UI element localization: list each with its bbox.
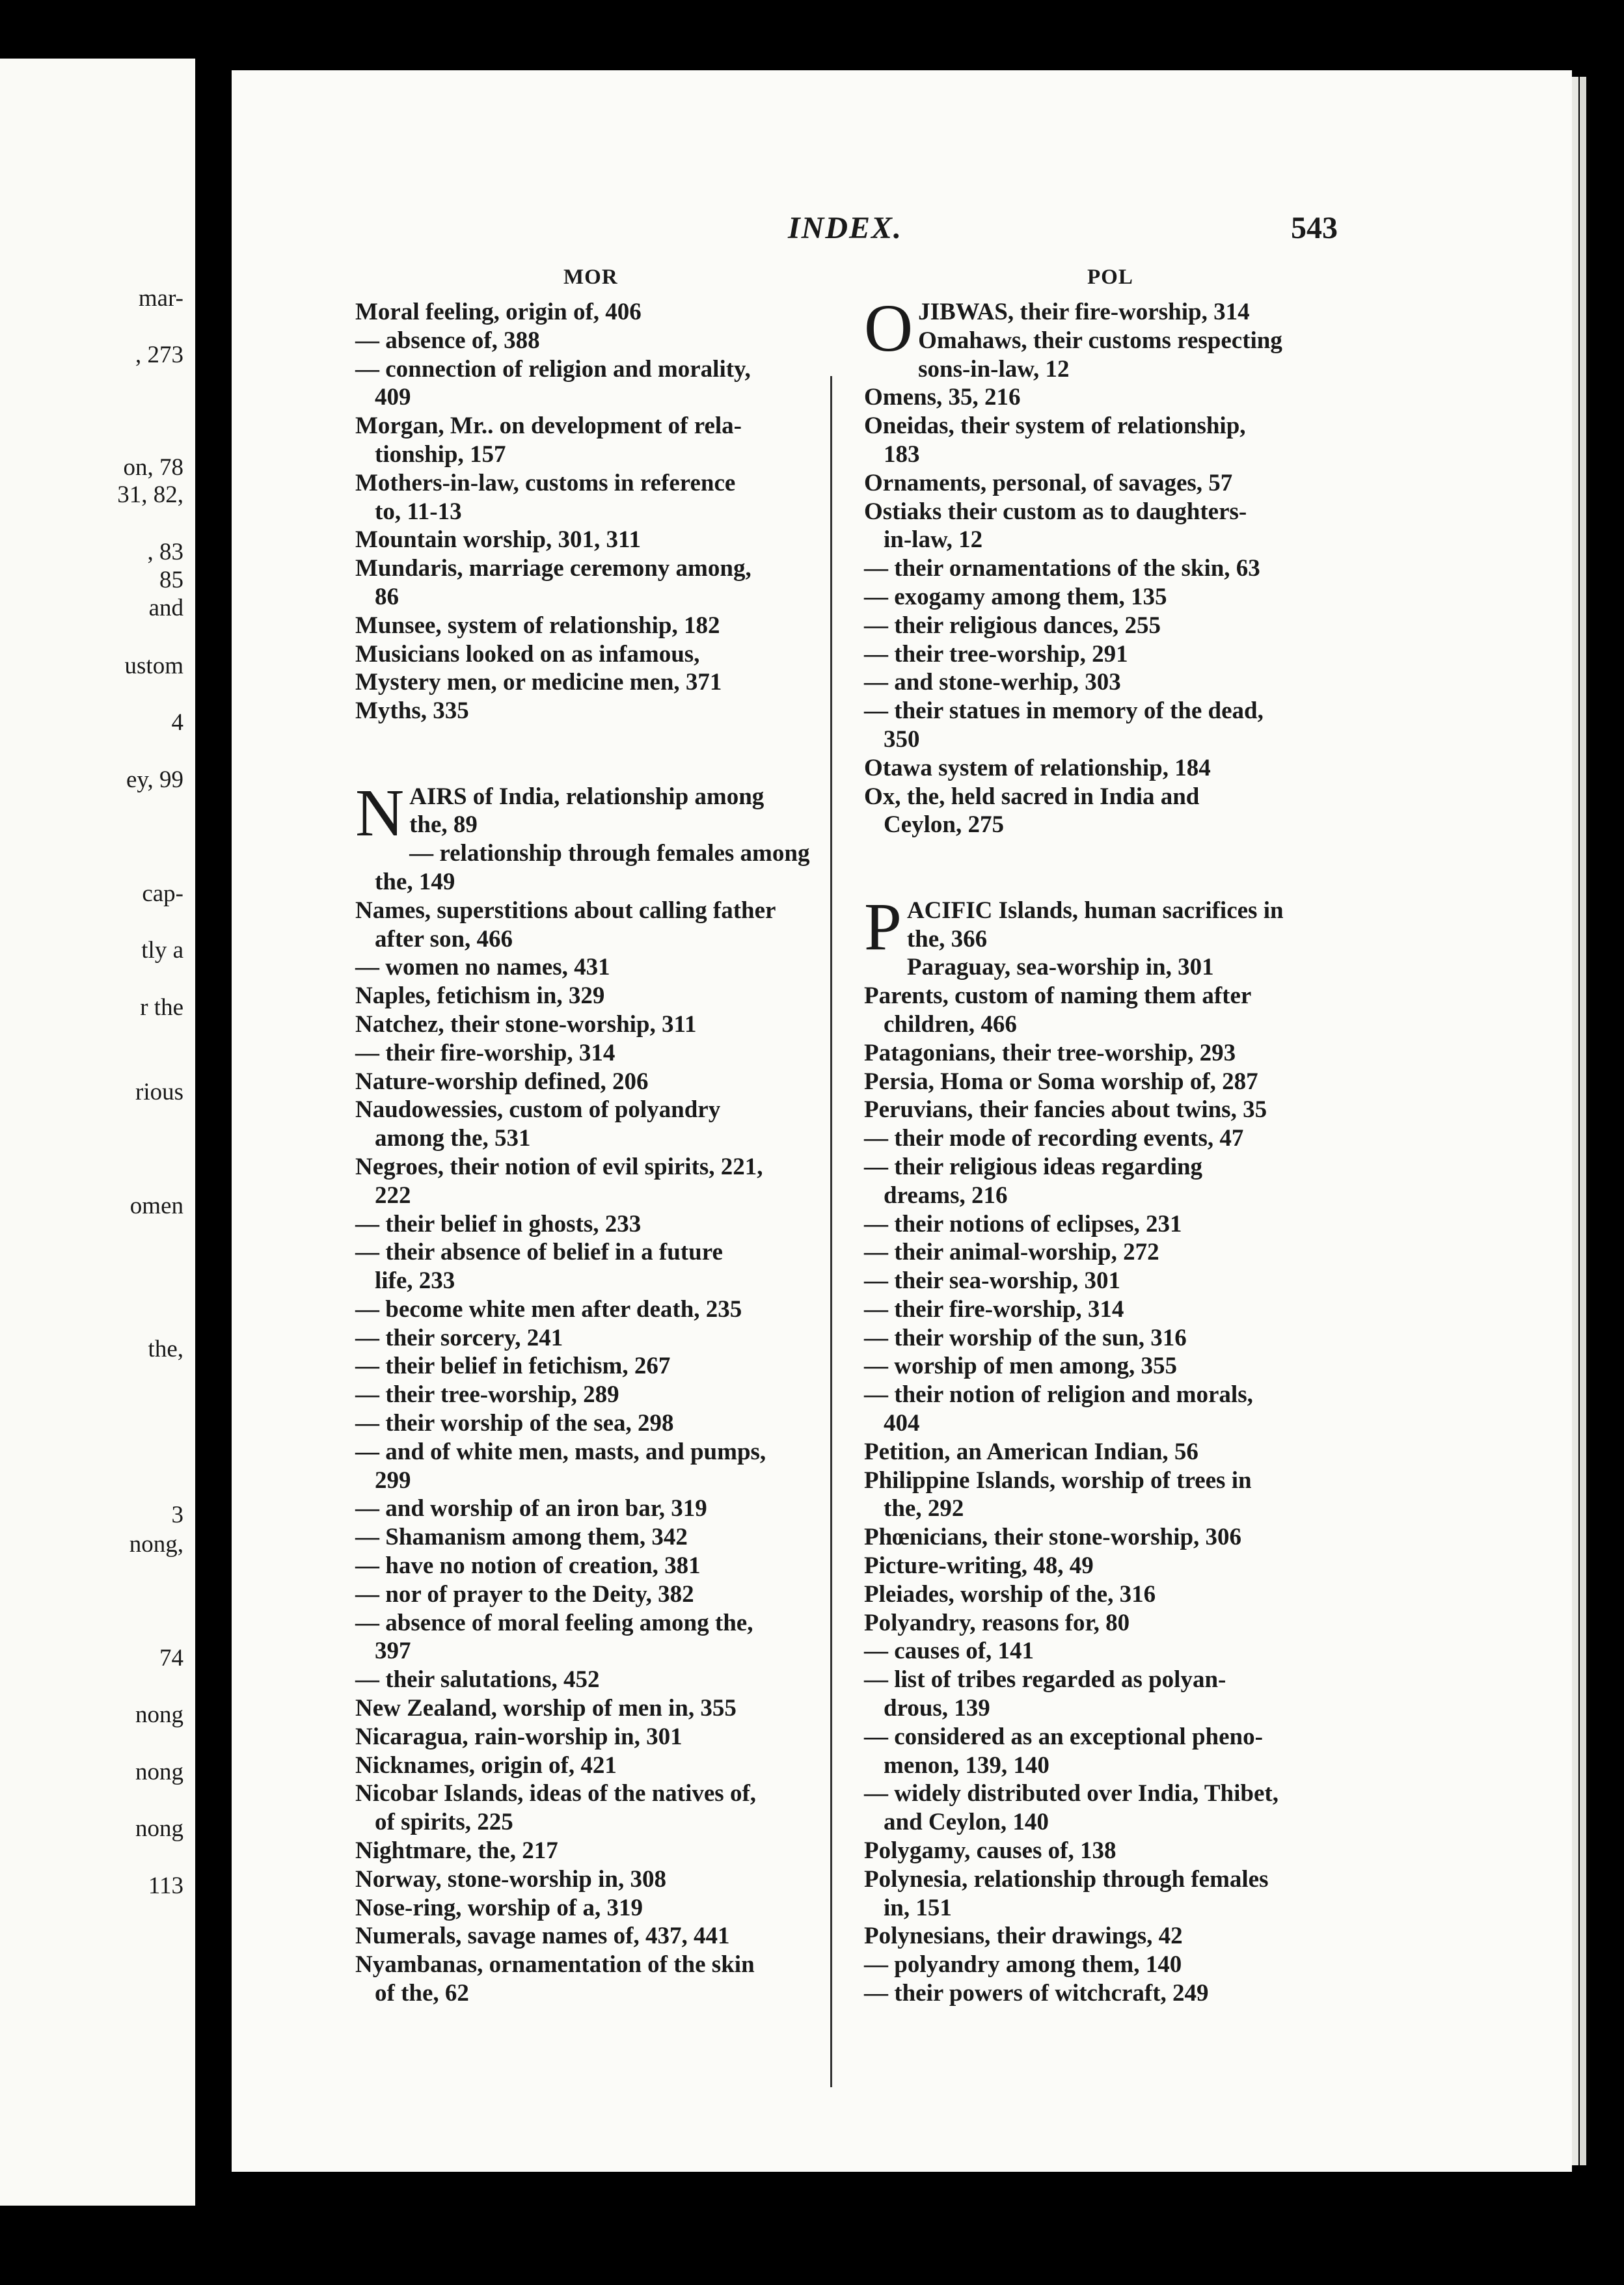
index-entry — [355, 1295, 819, 1324]
index-entry-line: — their religious ideas regarding — [864, 1153, 1203, 1180]
index-entry-line: Nightmare, the, 217 — [355, 1837, 558, 1865]
left-page-fragment-text: 85 — [159, 567, 183, 593]
index-entry — [355, 1352, 819, 1381]
index-entry-continuation: sons-in-law, 12 — [918, 355, 1070, 383]
index-entry — [864, 1666, 1323, 1723]
index-entry-line: — their worship of the sun, 316 — [864, 1324, 1187, 1351]
column-divider — [830, 376, 832, 2087]
index-entry — [864, 412, 1323, 469]
index-entry-continuation: in-law, 12 — [884, 526, 983, 554]
index-entry — [864, 754, 1323, 783]
index-entry-continuation: children, 466 — [884, 1010, 1017, 1038]
index-entry-line: Otawa system of relationship, 184 — [864, 754, 1211, 781]
left-page-fragment-text: r the — [140, 994, 183, 1021]
index-entry — [864, 668, 1323, 697]
page-number: 543 — [1291, 211, 1338, 245]
index-entry-line: JIBWAS, their fire-worship, 314 — [918, 299, 1250, 325]
index-entry — [864, 498, 1323, 555]
index-entry-continuation: menon, 139, 140 — [884, 1751, 1049, 1779]
index-entry-line: Musicians looked on as infamous, — [355, 640, 700, 668]
index-entry — [864, 554, 1323, 583]
index-entry — [355, 1324, 819, 1353]
index-entry-line: Mountain worship, 301, 311 — [355, 526, 641, 554]
index-entry — [355, 1694, 819, 1723]
index-entry-line: — Shamanism among them, 342 — [355, 1524, 688, 1551]
right-column — [864, 291, 1323, 2008]
left-page-fragment-text: 4 — [171, 709, 183, 736]
drop-cap-letter: O — [864, 291, 914, 366]
index-entry-line: AIRS of India, relationship among — [409, 783, 765, 810]
index-entry — [864, 1381, 1323, 1438]
drop-cap-letter: N — [355, 775, 405, 850]
index-entry-line: Myths, 335 — [355, 697, 469, 725]
index-entry — [864, 1039, 1323, 1068]
index-entry-line: Ostiaks their custom as to daughters- — [864, 498, 1247, 525]
left-page-fragment-text: omen — [129, 1193, 183, 1219]
left-page-fragment-text: 113 — [148, 1873, 183, 1899]
left-page-fragment-text: nong, — [129, 1531, 183, 1558]
index-entry-line: — their powers of witchcraft, 249 — [864, 1980, 1209, 2007]
index-entry-continuation: the, 292 — [884, 1495, 964, 1522]
left-page-fragment-text: , 273 — [135, 342, 183, 368]
index-entry-line: — exogamy among them, 135 — [864, 583, 1167, 610]
index-entry — [355, 1010, 819, 1039]
index-entry — [864, 1267, 1323, 1295]
index-entry — [355, 355, 819, 412]
left-page-fragment-text: mar- — [138, 285, 183, 312]
index-entry — [355, 953, 819, 982]
index-entry-line: Patagonians, their tree-worship, 293 — [864, 1039, 1236, 1066]
index-entry-line: — their ornamentations of the skin, 63 — [864, 555, 1260, 582]
index-entry — [864, 1637, 1323, 1666]
index-section — [355, 775, 819, 2008]
index-entry-line: — their tree-worship, 289 — [355, 1381, 619, 1409]
index-entry-line: — their sorcery, 241 — [355, 1324, 563, 1351]
index-entry-line: New Zealand, worship of men in, 355 — [355, 1695, 737, 1722]
left-page-fragment-text: the, — [148, 1336, 183, 1362]
index-entry-line: — their statues in memory of the dead, — [864, 697, 1264, 725]
index-entry — [864, 1068, 1323, 1096]
index-entry-continuation: and Ceylon, 140 — [884, 1809, 1049, 1836]
index-entry — [355, 1153, 819, 1210]
index-entry — [355, 298, 819, 327]
index-entry-continuation: among the, 531 — [375, 1125, 531, 1152]
index-entry-line: Nicknames, origin of, 421 — [355, 1751, 617, 1779]
index-entry-line: — and of white men, masts, and pumps, — [355, 1438, 766, 1465]
index-entry-continuation: to, 11-13 — [375, 498, 462, 525]
index-entry — [355, 1494, 819, 1523]
index-entry — [864, 298, 1323, 327]
page-title: INDEX. — [788, 211, 903, 245]
index-entry-line: Persia, Homa or Soma worship of, 287 — [864, 1068, 1258, 1095]
index-entry — [864, 1523, 1323, 1552]
index-entry — [864, 1723, 1323, 1780]
index-entry — [864, 697, 1323, 754]
left-column — [355, 298, 819, 2008]
index-entry — [355, 1039, 819, 1068]
left-page-fragment-text: , 83 — [147, 539, 183, 565]
index-entry-line: — their sea-worship, 301 — [864, 1267, 1120, 1295]
index-entry-line: — their absence of belief in a future — [355, 1239, 723, 1266]
left-page-fragment-text: on, 78 — [123, 454, 183, 481]
index-entry — [864, 1238, 1323, 1267]
left-page-fragment-text: ey, 99 — [126, 766, 183, 793]
index-entry-continuation: drous, 139 — [884, 1695, 990, 1722]
index-entry-line: — and stone-werhip, 303 — [864, 669, 1121, 696]
index-entry — [355, 1238, 819, 1295]
index-entry — [864, 982, 1323, 1039]
index-entry-line: — nor of prayer to the Deity, 382 — [355, 1580, 694, 1608]
index-entry-line: — polyandry among them, 140 — [864, 1951, 1182, 1979]
left-page-fragment-text: nong — [135, 1759, 183, 1785]
index-entry — [864, 783, 1323, 840]
index-entry — [864, 1295, 1323, 1324]
index-page — [232, 70, 1572, 2172]
index-entry-continuation: the, 149 — [375, 868, 455, 895]
left-column-head: MOR — [563, 265, 618, 289]
index-entry-line: — absence of, 388 — [355, 327, 540, 354]
left-page-fragment-text: nong — [135, 1815, 183, 1842]
index-entry-line: — their notion of religion and morals, — [864, 1381, 1253, 1409]
right-column-head: POL — [1087, 265, 1133, 289]
index-entry-line: — widely distributed over India, Thibet, — [864, 1780, 1279, 1807]
index-entry — [864, 1609, 1323, 1638]
index-entry — [864, 1837, 1323, 1865]
index-entry-line: — their fire-worship, 314 — [355, 1039, 616, 1066]
index-entry-line: — become white men after death, 235 — [355, 1295, 742, 1323]
index-entry-continuation: 222 — [375, 1182, 411, 1209]
page-header — [232, 210, 1572, 249]
index-entry-line: — relationship through females among — [409, 840, 810, 867]
index-entry — [864, 1153, 1323, 1210]
index-entry — [864, 1552, 1323, 1580]
index-entry-line: Picture-writing, 48, 49 — [864, 1552, 1094, 1580]
index-entry-line: Peruvians, their fancies about twins, 35 — [864, 1096, 1267, 1124]
index-entry-continuation: 183 — [884, 440, 920, 468]
section-gap — [355, 725, 819, 783]
index-entry-line: Petition, an American Indian, 56 — [864, 1438, 1198, 1465]
index-entry-line: — list of tribes regarded as polyan- — [864, 1666, 1226, 1694]
index-entry — [355, 1666, 819, 1694]
index-entry-line: — connection of religion and morality, — [355, 355, 751, 383]
index-entry-line: Nose-ring, worship of a, 319 — [355, 1894, 643, 1921]
index-entry-line: — their salutations, 452 — [355, 1666, 600, 1694]
index-entry-line: — absence of moral feeling among the, — [355, 1609, 753, 1636]
index-entry-line: Norway, stone-worship in, 308 — [355, 1865, 666, 1893]
index-entry-line: Polynesians, their drawings, 42 — [864, 1923, 1183, 1950]
index-entry — [355, 526, 819, 554]
index-entry-line: Polynesia, relationship through females — [864, 1865, 1269, 1893]
index-entry-line: Nicobar Islands, ideas of the natives of, — [355, 1780, 757, 1807]
index-entry — [864, 612, 1323, 640]
index-entry — [355, 554, 819, 612]
left-page-fragment-text: ustom — [124, 653, 183, 679]
index-entry-line: Omahaws, their customs respecting — [918, 327, 1282, 354]
index-entry — [355, 1210, 819, 1239]
index-entry-continuation: in, 151 — [884, 1894, 952, 1921]
index-entry-continuation: dreams, 216 — [884, 1182, 1008, 1209]
index-entry — [355, 839, 819, 897]
index-entry — [355, 897, 819, 954]
index-entry — [355, 469, 819, 526]
index-entry-line: Polyandry, reasons for, 80 — [864, 1609, 1130, 1636]
index-entry — [355, 412, 819, 469]
index-entry — [355, 775, 819, 850]
left-page-fragment-text: tly a — [141, 937, 183, 964]
index-entry — [864, 1210, 1323, 1239]
index-entry-continuation: Ceylon, 275 — [884, 811, 1004, 839]
index-section — [864, 889, 1323, 2008]
section-gap — [864, 839, 1323, 897]
index-entry — [355, 1837, 819, 1865]
left-page-fragment — [0, 59, 195, 2206]
index-entry-line: Nature-worship defined, 206 — [355, 1068, 649, 1095]
left-page-fragment-text: 3 — [171, 1502, 183, 1528]
page-edge — [1580, 77, 1586, 2165]
index-entry — [355, 1552, 819, 1580]
index-entry-line: Naples, fetichism in, 329 — [355, 982, 605, 1010]
index-entry — [355, 982, 819, 1010]
index-entry — [864, 1352, 1323, 1381]
index-entry — [355, 1779, 819, 1837]
index-entry-line: Philippine Islands, worship of trees in — [864, 1467, 1252, 1494]
index-entry-line: — their worship of the sea, 298 — [355, 1410, 674, 1437]
index-entry — [864, 1979, 1323, 2008]
index-entry — [864, 1922, 1323, 1951]
index-entry-continuation: after son, 466 — [375, 925, 513, 953]
index-entry — [864, 889, 1323, 964]
index-entry — [864, 1779, 1323, 1837]
index-entry-line: — causes of, 141 — [864, 1638, 1035, 1665]
index-entry-continuation: the, 366 — [906, 925, 988, 953]
index-entry — [864, 1096, 1323, 1124]
index-entry — [864, 1951, 1323, 1979]
index-entry-line: — their animal-worship, 272 — [864, 1239, 1159, 1266]
index-entry — [864, 1580, 1323, 1609]
index-entry — [864, 383, 1323, 412]
left-page-fragment-text: 31, 82, — [117, 481, 183, 508]
index-entry — [355, 1894, 819, 1923]
index-entry-line: — considered as an exceptional pheno- — [864, 1723, 1263, 1750]
index-entry — [355, 1723, 819, 1751]
index-entry — [355, 1580, 819, 1609]
index-entry — [355, 1922, 819, 1951]
index-entry-line: — their fire-worship, 314 — [864, 1295, 1124, 1323]
index-entry-line: Nyambanas, ornamentation of the skin — [355, 1951, 755, 1979]
index-entry-line: — and worship of an iron bar, 319 — [355, 1495, 707, 1522]
index-entry-continuation: 397 — [375, 1638, 411, 1665]
index-entry — [355, 1068, 819, 1096]
index-entry-line: Nicaragua, rain-worship in, 301 — [355, 1723, 683, 1750]
index-entry — [864, 1467, 1323, 1524]
index-entry-line: Naudowessies, custom of polyandry — [355, 1096, 721, 1124]
index-entry — [864, 1865, 1323, 1923]
index-entry — [355, 697, 819, 725]
index-entry-continuation: of the, 62 — [375, 1980, 469, 2007]
index-entry-line: Munsee, system of relationship, 182 — [355, 612, 720, 639]
index-entry-line: Mundaris, marriage ceremony among, — [355, 555, 751, 582]
index-entry-line: — their belief in ghosts, 233 — [355, 1210, 642, 1237]
index-entry — [864, 469, 1323, 498]
left-page-fragment-text: nong — [135, 1701, 183, 1728]
index-entry-line: Omens, 35, 216 — [864, 384, 1021, 411]
index-entry — [355, 1381, 819, 1409]
index-entry-continuation: tionship, 157 — [375, 440, 506, 468]
index-entry-continuation: of spirits, 225 — [375, 1809, 513, 1836]
left-page-fragment-text: rious — [135, 1079, 183, 1105]
index-entry-line: Polygamy, causes of, 138 — [864, 1837, 1116, 1865]
index-entry — [355, 640, 819, 669]
index-entry-line: Moral feeling, origin of, 406 — [355, 299, 642, 325]
index-entry — [864, 327, 1323, 384]
index-entry — [355, 1609, 819, 1666]
index-entry-line: — their tree-worship, 291 — [864, 640, 1128, 668]
index-entry — [864, 1438, 1323, 1467]
index-entry — [864, 953, 1323, 982]
index-entry — [355, 1751, 819, 1780]
index-entry-continuation: the, 89 — [409, 811, 478, 839]
index-entry-line: — have no notion of creation, 381 — [355, 1552, 701, 1580]
index-entry — [355, 1096, 819, 1153]
index-entry-line: Names, superstitions about calling father — [355, 897, 776, 924]
left-page-fragment-text: 74 — [159, 1645, 183, 1671]
index-entry — [864, 1124, 1323, 1153]
index-entry-line: Pleiades, worship of the, 316 — [864, 1580, 1156, 1608]
index-entry-line: Paraguay, sea-worship in, 301 — [906, 954, 1214, 981]
index-entry-continuation: 350 — [884, 725, 920, 753]
index-entry — [355, 1523, 819, 1552]
index-entry-line: Mystery men, or medicine men, 371 — [355, 669, 722, 696]
index-entry — [355, 1865, 819, 1894]
index-entry-line: Oneidas, their system of relationship, — [864, 412, 1246, 440]
index-entry-line: Ox, the, held sacred in India and — [864, 783, 1200, 810]
index-entry — [355, 1951, 819, 2008]
index-entry — [355, 1438, 819, 1495]
index-entry — [355, 668, 819, 697]
index-entry-line: Numerals, savage names of, 437, 441 — [355, 1923, 730, 1950]
index-entry — [864, 583, 1323, 612]
index-entry-continuation: 409 — [375, 384, 411, 411]
page-edge — [1572, 77, 1578, 2165]
index-section — [864, 291, 1323, 839]
index-entry-line: Ornaments, personal, of savages, 57 — [864, 469, 1233, 496]
index-entry — [355, 327, 819, 355]
index-entry-continuation: 404 — [884, 1410, 920, 1437]
index-entry-line: — their belief in fetichism, 267 — [355, 1353, 671, 1380]
index-entry-line: ACIFIC Islands, human sacrifices in — [906, 897, 1284, 924]
index-entry-line: Mothers-in-law, customs in reference — [355, 469, 736, 496]
index-entry — [864, 640, 1323, 669]
index-entry-continuation: life, 233 — [375, 1267, 455, 1295]
left-page-fragment-text: cap- — [142, 880, 183, 907]
index-entry-continuation: 86 — [375, 583, 399, 610]
index-entry-line: Phœnicians, their stone-worship, 306 — [864, 1524, 1242, 1551]
index-entry — [864, 1324, 1323, 1353]
drop-cap-letter: P — [864, 889, 902, 964]
index-entry — [355, 612, 819, 640]
index-entry-line: Natchez, their stone-worship, 311 — [355, 1010, 697, 1038]
index-entry-line: Negroes, their notion of evil spirits, 221, — [355, 1153, 763, 1180]
index-entry-line: Morgan, Mr.. on development of rela- — [355, 412, 742, 440]
index-entry-line: — their mode of recording events, 47 — [864, 1125, 1244, 1152]
index-entry-line: Parents, custom of naming them after — [864, 982, 1252, 1010]
index-entry-line: — their religious dances, 255 — [864, 612, 1161, 639]
index-entry-line: — their notions of eclipses, 231 — [864, 1210, 1182, 1237]
index-entry-continuation: 299 — [375, 1467, 411, 1494]
index-section — [355, 298, 819, 725]
index-entry-line: — women no names, 431 — [355, 954, 610, 981]
left-page-fragment-text: and — [148, 595, 183, 621]
index-entry-line: — worship of men among, 355 — [864, 1353, 1178, 1380]
index-entry — [355, 1409, 819, 1438]
